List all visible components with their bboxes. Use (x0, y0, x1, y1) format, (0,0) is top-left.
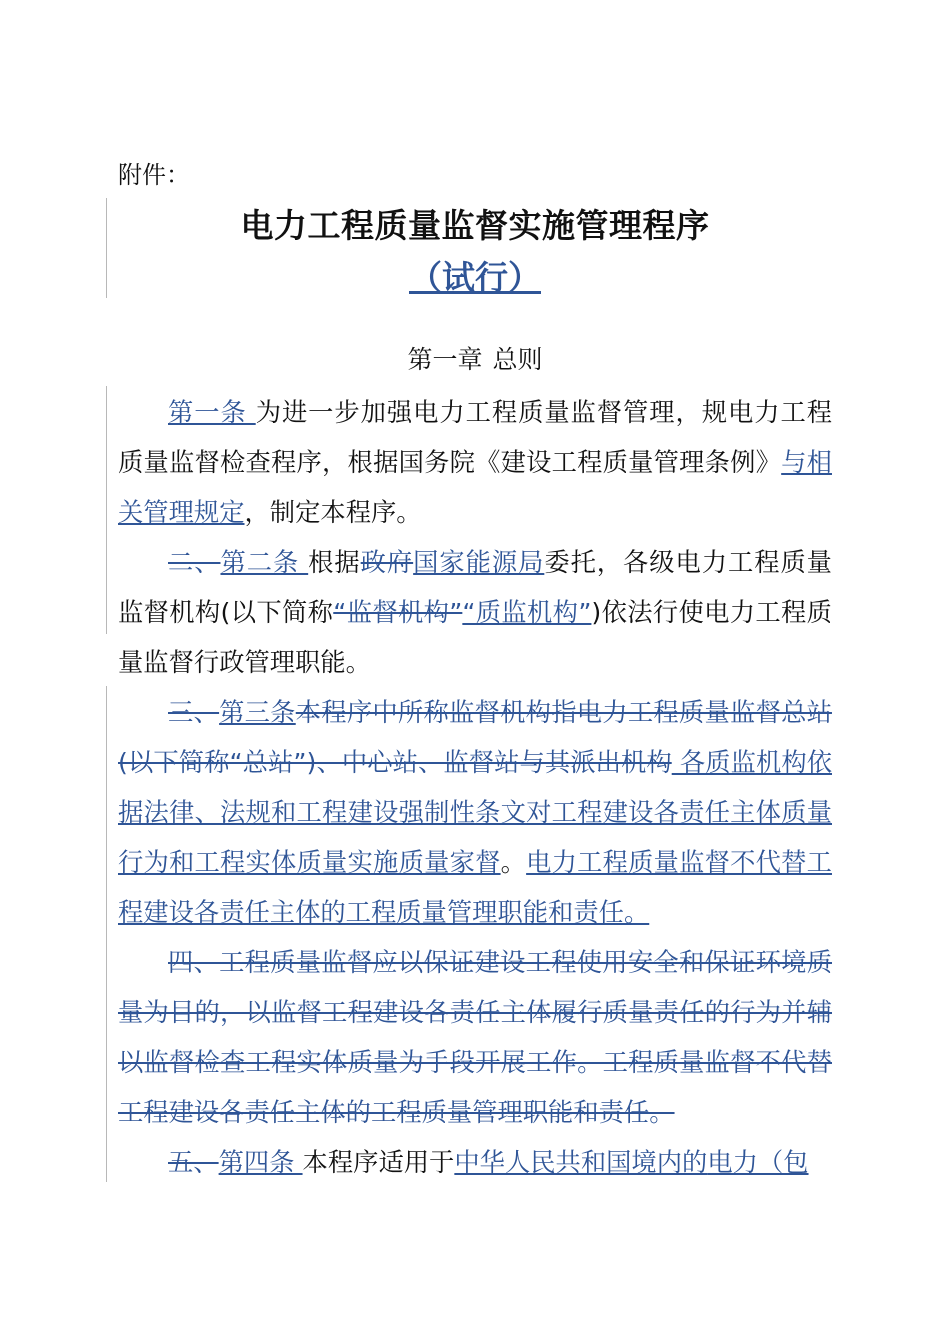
change-bar (106, 686, 107, 1182)
article-5 (118, 1138, 832, 1188)
attachment-label: 附件： (118, 161, 190, 189)
chapter-number: 第一章 (407, 345, 483, 374)
article-text: 为进一步加强电力工程质量监督管理，规电力工程质量监督检查程序，根据国务院《建设工程质量管理条例》 (118, 398, 832, 477)
document-title: 电力工程质量监督实施管理程序 (240, 206, 710, 245)
article-label: 第二条 (220, 548, 309, 577)
article-text: 委托，各级电力工程质量监督机构(以下简称 (118, 548, 832, 627)
article-label: 第三条 (219, 698, 296, 727)
inserted-subtitle: （试行） (409, 258, 541, 297)
article-text: ，制定本程序。 (244, 498, 422, 527)
article-text: 。 (500, 848, 527, 877)
article-1 (118, 388, 832, 538)
deleted-text: 本程序中所称监督机构指电力工程质量监督总站(以下简称“总站”)、中心站、监督站与其派出机构 (118, 698, 832, 777)
inserted-text: 各质监机构依据法律、法规和工程建设强制性条文对工程建设各责任主体质量行为和工程实体质量实施质量家督 (118, 748, 832, 877)
deleted-text: 五、 (168, 1148, 219, 1177)
article-text: 根据 (308, 548, 361, 577)
deleted-text: “监督机构” (333, 598, 463, 627)
inserted-text: 与相关管理规定 (118, 448, 832, 527)
article-2 (118, 538, 832, 688)
article-3 (118, 688, 832, 938)
document-body (118, 388, 832, 1188)
change-bar (106, 386, 107, 634)
chapter-heading (0, 340, 950, 380)
article-label: 第一条 (168, 398, 256, 427)
article-label: 第四条 (218, 1148, 303, 1177)
inserted-text: 电力（包 (707, 1148, 809, 1177)
article-4-deleted (118, 938, 832, 1138)
inserted-text: “质监机构” (462, 598, 592, 627)
inserted-text: 国家能源局 (413, 548, 545, 577)
deleted-text: 政府 (360, 548, 414, 577)
article-text: 本程序适用于 (302, 1148, 455, 1177)
inserted-text: 电力工程质量监督不代替工程建设各责任主体的工程质量管理职能和责任。 (118, 848, 832, 927)
chapter-name: 总则 (492, 345, 543, 374)
article-text: )依法行使电力工程质量监督行政管理职能。 (118, 598, 832, 677)
document-subtitle (0, 252, 950, 304)
deleted-text: 四、工程质量监督应以保证建设工程使用安全和保证环境质量为目的，以监督工程建设各责任主体履行质量责任的行为并辅以监督检查工程实体质量为手段开展工作。工程质量监督不代替工程建设各责任主体的工程质量管理职能和责任。 (118, 948, 832, 1127)
inserted-text: 中华人民共和国境内的 (454, 1148, 708, 1177)
deleted-text: 二、 (168, 548, 221, 577)
deleted-text: 三、 (168, 698, 220, 727)
